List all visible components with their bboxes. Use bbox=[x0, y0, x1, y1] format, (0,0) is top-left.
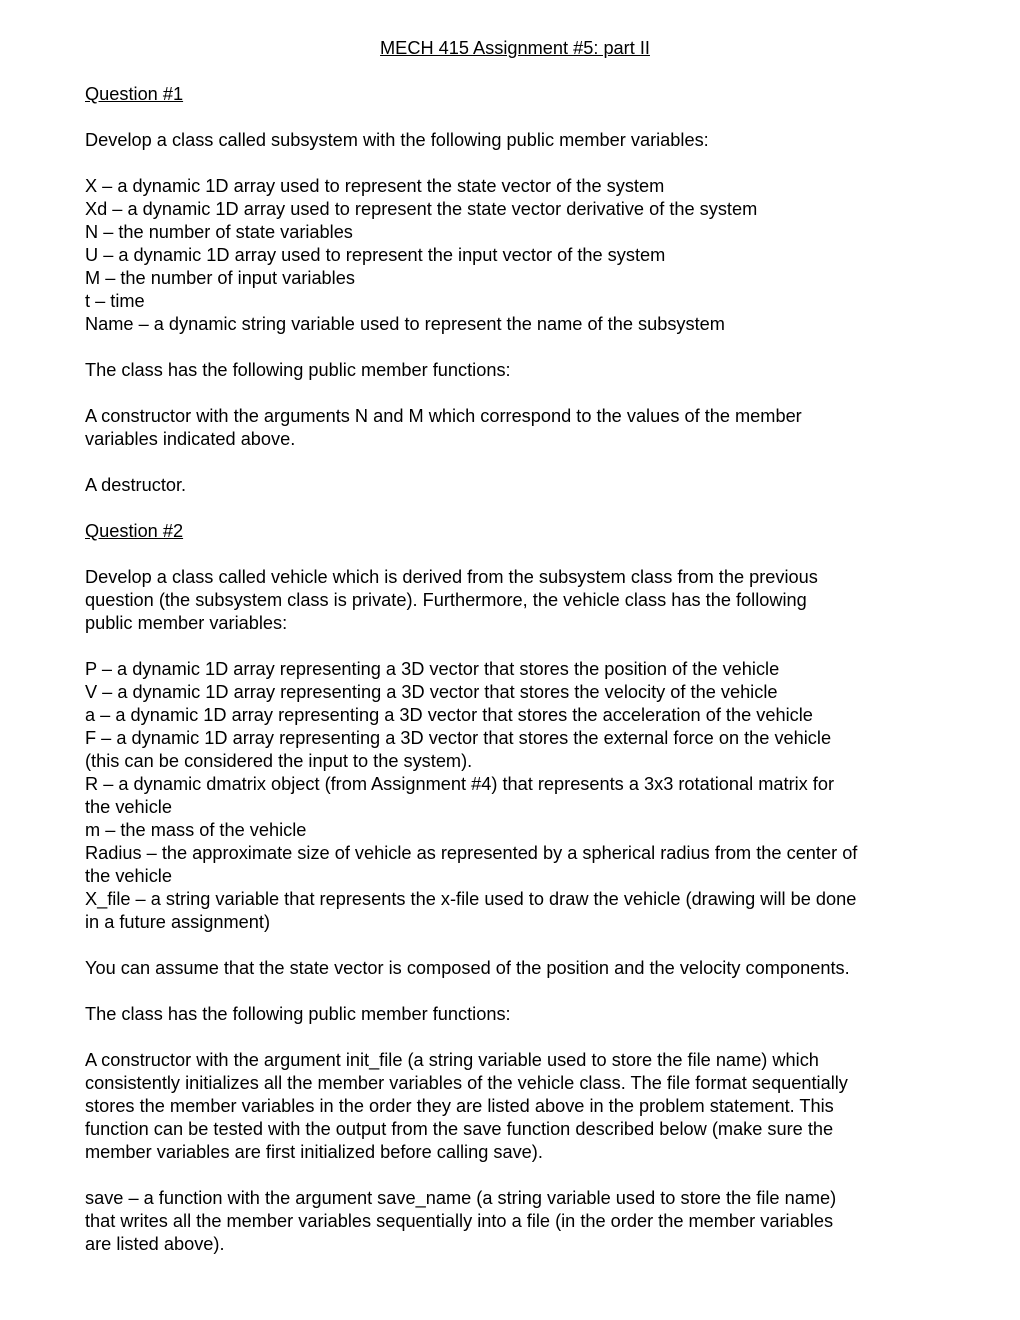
question-1-destructor: A destructor. bbox=[85, 475, 187, 495]
question-2-functions-intro: The class has the following public member functions: bbox=[85, 1004, 511, 1024]
paragraph-line: save – a function with the argument save_name (a string variable used to store the file name) bbox=[85, 1188, 837, 1208]
document-page bbox=[85, 37, 945, 1256]
variable-item: (this can be considered the input to the system). bbox=[85, 751, 473, 771]
variable-item: M – the number of input variables bbox=[85, 268, 355, 288]
question-2-save-paragraph bbox=[85, 1187, 945, 1256]
variable-item: F – a dynamic 1D array representing a 3D vector that stores the external force on the vehicle bbox=[85, 728, 832, 748]
variable-item: a – a dynamic 1D array representing a 3D vector that stores the acceleration of the vehicle bbox=[85, 705, 813, 725]
variable-item: P – a dynamic 1D array representing a 3D vector that stores the position of the vehicle bbox=[85, 659, 780, 679]
variable-item: X – a dynamic 1D array used to represent the state vector of the system bbox=[85, 176, 665, 196]
variable-item: R – a dynamic dmatrix object (from Assignment #4) that represents a 3x3 rotational matrix for bbox=[85, 774, 835, 794]
variable-item: Xd – a dynamic 1D array used to represent the state vector derivative of the system bbox=[85, 199, 758, 219]
document-title: MECH 415 Assignment #5: part II bbox=[380, 38, 650, 58]
question-1-constructor-paragraph bbox=[85, 405, 945, 451]
paragraph-line: public member variables: bbox=[85, 613, 288, 633]
variable-item: in a future assignment) bbox=[85, 912, 271, 932]
question-1-functions-intro: The class has the following public member functions: bbox=[85, 360, 511, 380]
paragraph-line: member variables are first initialized before calling save). bbox=[85, 1142, 543, 1162]
variable-item: Name – a dynamic string variable used to represent the name of the subsystem bbox=[85, 314, 725, 334]
variable-item: the vehicle bbox=[85, 797, 172, 817]
variable-item: N – the number of state variables bbox=[85, 222, 353, 242]
variable-item: X_file – a string variable that represents the x-file used to draw the vehicle (drawing will be done bbox=[85, 889, 857, 909]
question-1-intro: Develop a class called subsystem with the following public member variables: bbox=[85, 130, 709, 150]
question-1-heading: Question #1 bbox=[85, 84, 184, 104]
paragraph-line: Develop a class called vehicle which is derived from the subsystem class from the previous bbox=[85, 567, 818, 587]
question-2-heading: Question #2 bbox=[85, 521, 184, 541]
variable-item: t – time bbox=[85, 291, 145, 311]
paragraph-line: that writes all the member variables sequentially into a file (in the order the member variables bbox=[85, 1211, 834, 1231]
variable-item: V – a dynamic 1D array representing a 3D vector that stores the velocity of the vehicle bbox=[85, 682, 778, 702]
question-1-variable-list bbox=[85, 175, 945, 336]
paragraph-line: consistently initializes all the member variables of the vehicle class. The file format sequentially bbox=[85, 1073, 848, 1093]
variable-item: Radius – the approximate size of vehicle as represented by a spherical radius from the center of bbox=[85, 843, 858, 863]
variable-item: the vehicle bbox=[85, 866, 172, 886]
variable-item: U – a dynamic 1D array used to represent the input vector of the system bbox=[85, 245, 666, 265]
paragraph-line: variables indicated above. bbox=[85, 429, 296, 449]
question-2-state-note: You can assume that the state vector is composed of the position and the velocity components. bbox=[85, 958, 850, 978]
paragraph-line: are listed above). bbox=[85, 1234, 225, 1254]
question-2-intro-paragraph bbox=[85, 566, 945, 635]
paragraph-line: question (the subsystem class is private). Furthermore, the vehicle class has the following bbox=[85, 590, 807, 610]
question-2-variable-list bbox=[85, 658, 945, 934]
paragraph-line: A constructor with the arguments N and M which correspond to the values of the member bbox=[85, 406, 802, 426]
variable-item: m – the mass of the vehicle bbox=[85, 820, 307, 840]
paragraph-line: A constructor with the argument init_file (a string variable used to store the file name) which bbox=[85, 1050, 819, 1070]
question-2-constructor-paragraph bbox=[85, 1049, 945, 1164]
paragraph-line: stores the member variables in the order they are listed above in the problem statement. This bbox=[85, 1096, 834, 1116]
paragraph-line: function can be tested with the output from the save function described below (make sure the bbox=[85, 1119, 834, 1139]
